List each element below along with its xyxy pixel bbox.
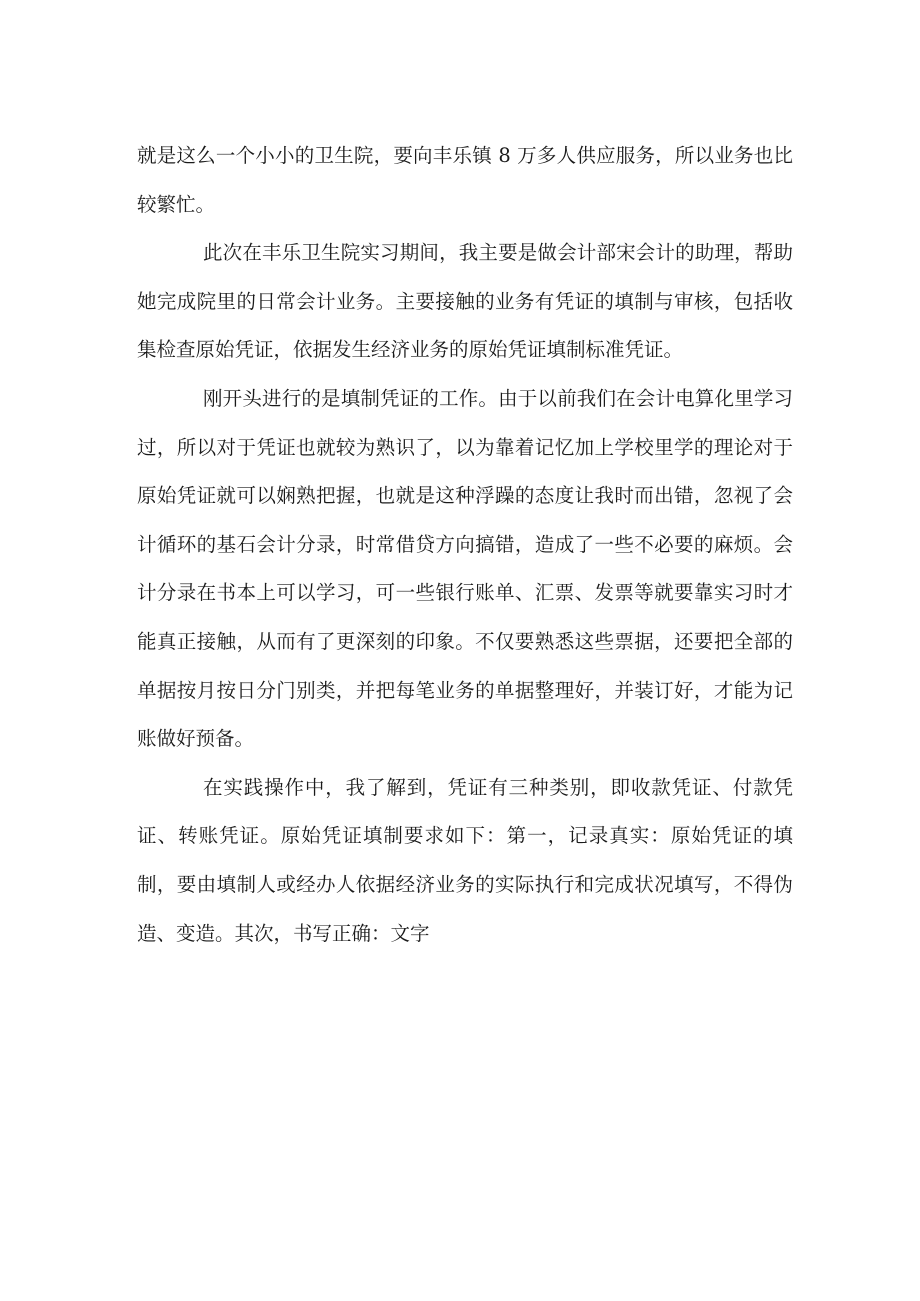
paragraph-4: 在实践操作中，我了解到，凭证有三种类别，即收款凭证、付款凭证、转账凭证。原始凭证填制要求如下：第一，记录真实：原始凭证的填制，要由填制人或经办人依据经济业务的实际执行和完成状况填写，不得伪造、变造。其次，书写正确：文字	[137, 775, 793, 945]
paragraph-3: 刚开头进行的是填制凭证的工作。由于以前我们在会计电算化里学习过，所以对于凭证也就较为熟识了，以为靠着记忆加上学校里学的理论对于原始凭证就可以娴熟把握，也就是这种浮躁的态度让我时而出错，忽视了会计循环的基石会计分录，时常借贷方向搞错，造成了一些不必要的麻烦。会计分录在书本上可以学习，可一些银行账单、汇票、发票等就要靠实习时才能真正接触，从而有了更深刻的印象。不仅要熟悉这些票据，还要把全部的单据按月按日分门别类，并把每笔业务的单据整理好，并装订好，才能为记账做好预备。	[137, 386, 793, 751]
paragraph-1: 就是这么一个小小的卫生院，要向丰乐镇 8 万多人供应服务，所以业务也比较繁忙。	[137, 144, 793, 216]
paragraph-2: 此次在丰乐卫生院实习期间，我主要是做会计部宋会计的助理，帮助她完成院里的日常会计业务。主要接触的业务有凭证的填制与审核，包括收集检查原始凭证，依据发生经济业务的原始凭证填制标准凭证。	[137, 241, 793, 362]
document-body	[137, 132, 793, 958]
